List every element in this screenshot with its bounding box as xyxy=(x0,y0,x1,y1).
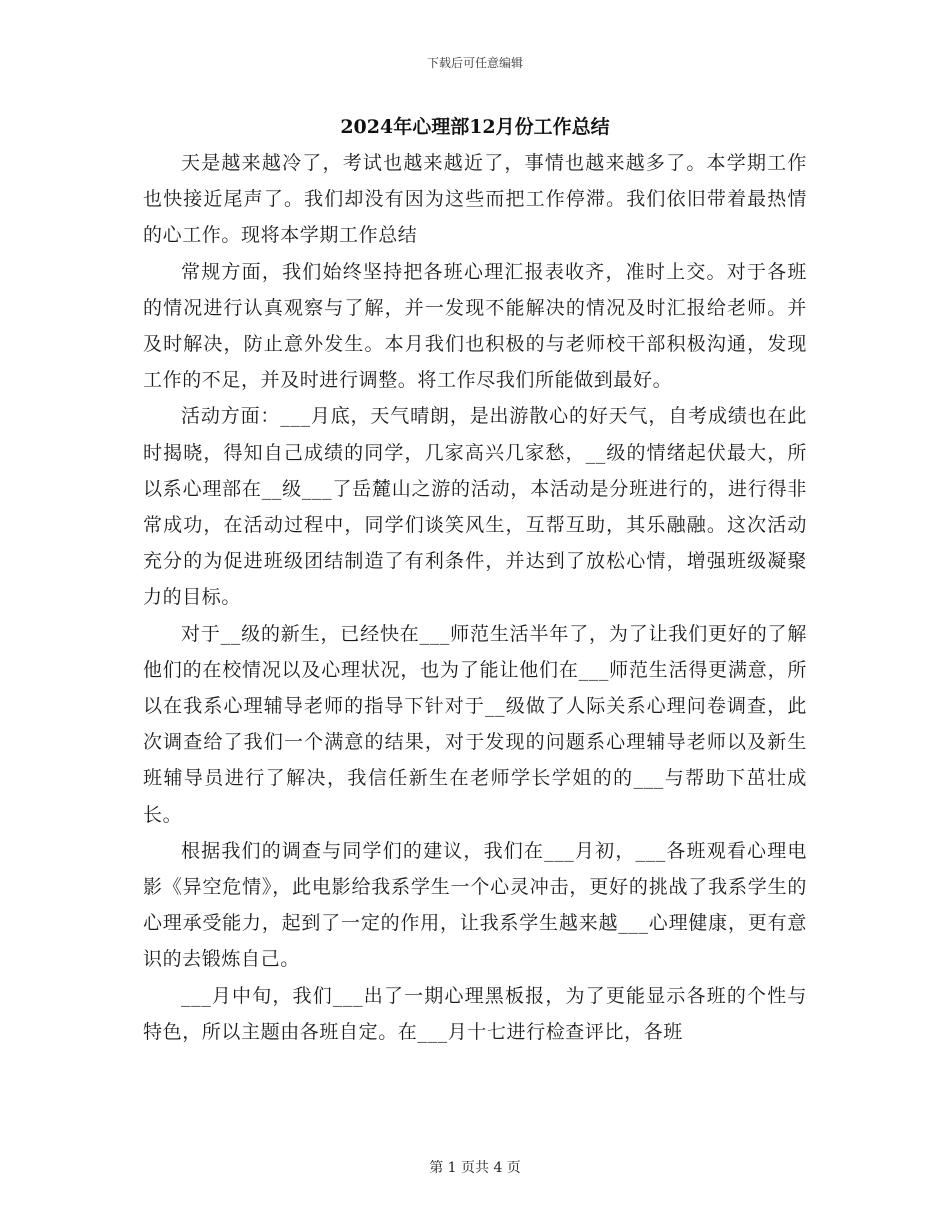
paragraph-routine: 常规方面，我们始终坚持把各班心理汇报表收齐，准时上交。对于各班的情况进行认真观察与了解，并一发现不能解决的情况及时汇报给老师。并及时解决，防止意外发生。本月我们也积极的与老师校干部积极沟通，发现工作的不足，并及时进行调整。将工作尽我们所能做到最好。 xyxy=(143,260,807,392)
document-title: 2024年心理部12月份工作总结 xyxy=(340,116,610,138)
paragraph-freshmen-survey: 对于__级的新生，已经快在___师范生活半年了，为了让我们更好的了解他们的在校情况以及心理状况，也为了能让他们在___师范生活得更满意，所以在我系心理辅导老师的指导下针对于__级做了人际关系心理问卷调查，此次调查给了我们一个满意的结果，对于发现的问题系心理辅导老师以及新生班辅导员进行了解决，我信任新生在老师学长学姐的的___与帮助下茁壮成长。 xyxy=(143,622,807,826)
paragraph-movie: 根据我们的调查与同学们的建议，我们在___月初，___各班观看心理电影《异空危情》，此电影给我系学生一个心灵冲击，更好的挑战了我系学生的心理承受能力，起到了一定的作用，让我系学生越来越___心理健康，更有意识的去锻炼自己。 xyxy=(143,839,807,971)
paragraph-intro: 天是越来越冷了，考试也越来越近了，事情也越来越多了。本学期工作也快接近尾声了。我们却没有因为这些而把工作停滞。我们依旧带着最热情的心工作。现将本学期工作总结 xyxy=(143,152,807,247)
page-header-note: 下载后可任意编辑 xyxy=(426,56,523,70)
page-number-footer: 第 1 页共 4 页 xyxy=(429,1160,521,1176)
document-body xyxy=(143,145,807,1050)
paragraph-blackboard: ___月中旬，我们___出了一期心理黑板报，为了更能显示各班的个性与特色，所以主题由各班自定。在___月十七进行检查评比，各班 xyxy=(143,984,807,1043)
paragraph-activities: 活动方面：___月底，天气晴朗，是出游散心的好天气，自考成绩也在此时揭晓，得知自己成绩的同学，几家高兴几家愁，__级的情绪起伏最大，所以系心理部在__级___了岳麓山之游的活动，本活动是分班进行的，进行得非常成功，在活动过程中，同学们谈笑风生，互帮互助，其乐融融。这次活动充分的为促进班级团结制造了有利条件，并达到了放松心情，增强班级凝聚力的目标。 xyxy=(143,405,807,609)
